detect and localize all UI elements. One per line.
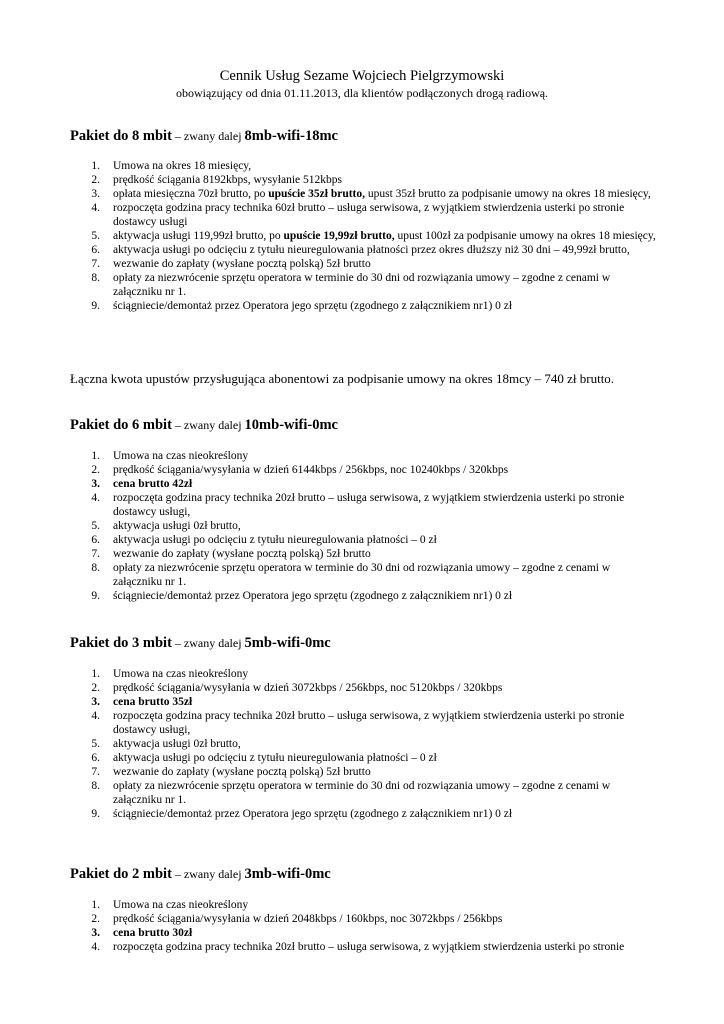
list-item: [70, 898, 660, 912]
list-item-text: wezwanie do zapłaty (wysłane pocztą polską) 5zł brutto: [113, 548, 371, 560]
list-item-text: prędkość ściągania/wysyłania w dzień 2048kbps / 160kbps, noc 3072kbps / 256kbps: [113, 913, 503, 925]
list-item: [70, 271, 660, 299]
list-item-number: 7.: [91, 258, 100, 270]
list-item: [70, 229, 660, 243]
list-item-number: 8.: [91, 780, 100, 792]
list-item-text: aktywacja usługi po odcięciu z tytułu nieuregulowania płatności – 0 zł: [113, 752, 437, 764]
list-item: [70, 463, 660, 477]
package-name: Pakiet do 2 mbit: [70, 866, 172, 882]
list-item-text: rozpoczęta godzina pracy technika 20zł brutto – usługa serwisowa, z wyjątkiem stwierdzenia usterki po stronie: [113, 941, 625, 953]
list-item: [70, 709, 660, 737]
list-item-number: 8.: [91, 562, 100, 574]
list-item-number: 3.: [91, 927, 100, 939]
list-item-text: Umowa na czas nieokreślony: [113, 899, 249, 911]
list-item: [70, 173, 660, 187]
list-item-text: upust 35zł brutto za podpisanie umowy na okres 18 miesięcy,: [365, 188, 651, 200]
list-item: [70, 449, 660, 463]
list-item-text: ściągniecie/demontaż przez Operatora jego sprzętu (zgodnego z załącznikiem nr1) 0 zł: [113, 300, 513, 312]
list-item-number: 2.: [91, 682, 100, 694]
list-item: [70, 159, 660, 173]
list-item-text: rozpoczęta godzina pracy technika 60zł brutto – usługa serwisowa, z wyjątkiem stwierdzenia usterki po stronie dostawcy usługi: [113, 202, 625, 228]
package-heading-connector: – zwany dalej: [171, 636, 245, 650]
list-item-number: 5.: [91, 520, 100, 532]
package-heading-2mbit: [70, 865, 331, 883]
list-item: [70, 187, 660, 201]
package-heading-6mbit: [70, 416, 338, 434]
list-item-text: opłata miesięczna 70zł brutto, po: [113, 188, 269, 200]
document-title: Cennik Usług Sezame Wojciech Pielgrzymowski: [219, 68, 505, 84]
list-item-text: Umowa na czas nieokreślony: [113, 668, 249, 680]
package-name: Pakiet do 6 mbit: [70, 417, 172, 433]
list-item-text: opłaty za niezwrócenie sprzętu operatora w terminie do 30 dni od rozwiązania umowy – zgodne z cenami w załączniku nr 1.: [113, 780, 611, 806]
list-item-text: aktywacja usługi po odcięciu z tytułu nieuregulowania płatności – 0 zł: [113, 534, 437, 546]
package-heading-connector: – zwany dalej: [171, 867, 245, 881]
list-item-text: rozpoczęta godzina pracy technika 20zł brutto – usługa serwisowa, z wyjątkiem stwierdzenia usterki po stronie dostawcy usługi,: [113, 492, 625, 518]
list-item-number: 6.: [91, 534, 100, 546]
list-item: [70, 779, 660, 807]
list-item-number: 9.: [91, 590, 100, 602]
list-item-number: 9.: [91, 808, 100, 820]
list-item: [70, 926, 660, 940]
package-items-list: [70, 449, 660, 603]
list-item-text-bold: cena brutto 42zł: [113, 478, 193, 490]
list-item-number: 2.: [91, 464, 100, 476]
list-item-number: 7.: [91, 766, 100, 778]
list-item: [70, 299, 660, 313]
list-item-text-bold: cena brutto 35zł: [113, 696, 193, 708]
list-item-number: 4.: [91, 202, 100, 214]
package-items-list: [70, 898, 660, 954]
package-code: 3mb-wifi-0mc: [244, 866, 331, 882]
list-item: [70, 491, 660, 519]
list-item: [70, 751, 660, 765]
list-item: [70, 533, 660, 547]
list-item: [70, 589, 660, 603]
list-item-number: 1.: [91, 450, 100, 462]
list-item-number: 3.: [91, 188, 100, 200]
list-item-text: opłaty za niezwrócenie sprzętu operatora w terminie do 30 dni od rozwiązania umowy – zgodne z cenami w załączniku nr 1.: [113, 272, 611, 298]
list-item: [70, 737, 660, 751]
list-item-text: Umowa na czas nieokreślony: [113, 450, 249, 462]
list-item: [70, 681, 660, 695]
discount-summary: Łączna kwota upustów przysługująca abonentowi za podpisanie umowy na okres 18mcy – 740 zł brutto.: [70, 371, 615, 386]
list-item-text: upust 100zł za podpisanie umowy na okres 18 miesięcy,: [394, 230, 656, 242]
list-item-text: Umowa na okres 18 miesięcy,: [113, 160, 252, 172]
package-heading-connector: – zwany dalej: [171, 418, 245, 432]
list-item: [70, 765, 660, 779]
list-item-text-bold: upuście 35zł brutto,: [268, 188, 365, 200]
package-name: Pakiet do 3 mbit: [70, 635, 172, 651]
list-item-text: wezwanie do zapłaty (wysłane pocztą polską) 5zł brutto: [113, 766, 371, 778]
list-item: [70, 807, 660, 821]
list-item: [70, 940, 660, 954]
list-item: [70, 912, 660, 926]
list-item-text: ściągniecie/demontaż przez Operatora jego sprzętu (zgodnego z załącznikiem nr1) 0 zł: [113, 590, 513, 602]
list-item-number: 3.: [91, 696, 100, 708]
list-item-text-bold: cena brutto 30zł: [113, 927, 193, 939]
list-item-number: 1.: [91, 160, 100, 172]
list-item-number: 6.: [91, 752, 100, 764]
list-item-number: 4.: [91, 710, 100, 722]
package-code: 5mb-wifi-0mc: [244, 635, 331, 651]
list-item-number: 2.: [91, 174, 100, 186]
package-heading-3mbit: [70, 634, 331, 652]
package-code: 8mb-wifi-18mc: [244, 128, 338, 144]
list-item-number: 2.: [91, 913, 100, 925]
list-item: [70, 243, 660, 257]
list-item: [70, 201, 660, 229]
list-item-text: aktywacja usługi 0zł brutto,: [113, 738, 241, 750]
list-item-text: aktywacja usługi 0zł brutto,: [113, 520, 241, 532]
package-items-list: [70, 159, 660, 313]
list-item: [70, 519, 660, 533]
package-heading-8mbit: [70, 127, 338, 145]
list-item-number: 6.: [91, 244, 100, 256]
list-item-number: 8.: [91, 272, 100, 284]
package-code: 10mb-wifi-0mc: [244, 417, 338, 433]
list-item-number: 4.: [91, 941, 100, 953]
list-item: [70, 477, 660, 491]
list-item-text: prędkość ściągania/wysyłania w dzień 6144kbps / 256kbps, noc 10240kbps / 320kbps: [113, 464, 509, 476]
list-item-text-bold: upuście 19,99zł brutto,: [283, 230, 395, 242]
list-item-number: 3.: [91, 478, 100, 490]
package-heading-connector: – zwany dalej: [171, 129, 245, 143]
list-item: [70, 257, 660, 271]
package-name: Pakiet do 8 mbit: [70, 128, 172, 144]
list-item: [70, 695, 660, 709]
list-item: [70, 561, 660, 589]
list-item-number: 4.: [91, 492, 100, 504]
list-item-number: 7.: [91, 548, 100, 560]
list-item-text: wezwanie do zapłaty (wysłane pocztą polską) 5zł brutto: [113, 258, 371, 270]
list-item-text: rozpoczęta godzina pracy technika 20zł brutto – usługa serwisowa, z wyjątkiem stwierdzenia usterki po stronie dostawcy usługi,: [113, 710, 625, 736]
list-item-text: opłaty za niezwrócenie sprzętu operatora w terminie do 30 dni od rozwiązania umowy – zgodne z cenami w załączniku nr 1.: [113, 562, 611, 588]
list-item-text: aktywacja usługi 119,99zł brutto, po: [113, 230, 284, 242]
list-item-number: 9.: [91, 300, 100, 312]
list-item-text: aktywacja usługi po odcięciu z tytułu nieuregulowania płatności przez okres dłuższy niż 30 dni – 49,99zł brutto,: [113, 244, 630, 256]
list-item-number: 1.: [91, 668, 100, 680]
list-item: [70, 667, 660, 681]
list-item-number: 5.: [91, 230, 100, 242]
list-item-text: prędkość ściągania/wysyłania w dzień 3072kbps / 256kbps, noc 5120kbps / 320kbps: [113, 682, 503, 694]
list-item-number: 1.: [91, 899, 100, 911]
list-item-number: 5.: [91, 738, 100, 750]
list-item-text: ściągniecie/demontaż przez Operatora jego sprzętu (zgodnego z załącznikiem nr1) 0 zł: [113, 808, 513, 820]
document-subtitle: obowiązujący od dnia 01.11.2013, dla klientów podłączonych drogą radiową.: [175, 86, 549, 100]
package-items-list: [70, 667, 660, 821]
list-item-text: prędkość ściągania 8192kbps, wysyłanie 512kbps: [113, 174, 343, 186]
list-item: [70, 547, 660, 561]
